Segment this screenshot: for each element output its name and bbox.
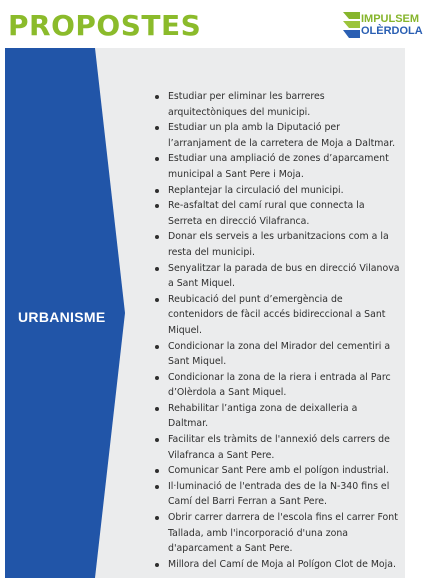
logo-text-olerdola: OLÈRDOLA xyxy=(361,25,423,37)
bullet-icon xyxy=(155,95,159,99)
list-item xyxy=(152,151,400,182)
list-item-text: Senyalitzar la parada de bus en direcció Vilanova a Sant Miquel. xyxy=(168,262,400,290)
list-item-text: Facilitar els tràmits de l'annexió dels carrers de Vilafranca a Sant Pere. xyxy=(168,434,390,461)
list-item-text: Rehabilitar l’antiga zona de deixalleria a Daltmar. xyxy=(168,402,358,430)
bullet-icon xyxy=(155,485,159,489)
logo-flag-icon xyxy=(343,12,360,38)
list-item xyxy=(152,183,400,199)
list-item xyxy=(152,89,400,120)
bullet-icon xyxy=(155,267,159,271)
list-item xyxy=(152,401,400,432)
bullet-icon xyxy=(155,438,159,442)
list-item xyxy=(152,229,400,260)
bullet-icon xyxy=(155,407,159,411)
bullet-icon xyxy=(155,204,159,208)
list-item xyxy=(152,120,400,151)
list-item xyxy=(152,463,400,479)
list-item xyxy=(152,479,400,510)
list-item-text: Il·luminació de l'entrada des de la N-340 fins el Camí del Barri Ferran a Sant Pere. xyxy=(168,480,390,508)
list-item xyxy=(152,510,400,557)
list-item-text: Obrir carrer darrera de l'escola fins el carrer Font Tallada, amb l'incorporació d'una zona d'aparcament a Sant Pere. xyxy=(168,512,398,555)
list-item-text: Comunicar Sant Pere amb el polígon industrial. xyxy=(168,465,389,477)
list-item xyxy=(152,370,400,401)
list-item xyxy=(152,339,400,370)
list-item-text: Estudiar una ampliació de zones d’aparcament municipal a Sant Pere i Moja. xyxy=(168,153,389,180)
bullet-icon xyxy=(155,189,159,193)
bullet-icon xyxy=(155,376,159,380)
list-item-text: Donar els serveis a les urbanitzacions com a la resta del municipi. xyxy=(168,231,389,258)
list-item-text: Re-asfaltat del camí rural que connecta la Serreta en direcció Vilafranca. xyxy=(168,200,365,227)
bullet-icon xyxy=(155,126,159,130)
list-item xyxy=(152,432,400,463)
bullet-icon xyxy=(155,157,159,161)
category-label: URBANISME xyxy=(18,309,106,325)
bullet-icon xyxy=(155,469,159,473)
list-item-text: Millora del Camí de Moja al Polígon Clot de Moja. xyxy=(168,558,396,570)
list-item-text: Condicionar la zona del Mirador del cementiri a Sant Miquel. xyxy=(168,340,391,368)
list-item xyxy=(152,198,400,229)
bullet-icon xyxy=(155,563,159,567)
bullet-icon xyxy=(155,235,159,239)
proposals-list xyxy=(152,89,400,572)
list-item-text: Condicionar la zona de la riera i entrada al Parc d’Olèrdola a Sant Miquel. xyxy=(168,371,391,399)
list-item xyxy=(152,292,400,339)
list-item-text: Estudiar un pla amb la Diputació per l’arranjament de la carretera de Moja a Daltmar. xyxy=(168,122,396,149)
list-item xyxy=(152,557,400,573)
list-item-text: Reubicació del punt d’emergència de contenidors de fàcil accés bidireccional a Sant Miquel. xyxy=(168,293,386,336)
bullet-icon xyxy=(155,516,159,520)
impulsem-olerdola-logo xyxy=(343,10,423,40)
bullet-icon xyxy=(155,298,159,302)
list-item-text: Estudiar per eliminar les barreres arquitectòniques del municipi. xyxy=(168,91,325,118)
logo-text-impulsem: IMPULSEM xyxy=(361,13,420,25)
list-item-text: Replantejar la circulació del municipi. xyxy=(168,184,344,196)
bullet-icon xyxy=(155,345,159,349)
list-item xyxy=(152,261,400,292)
page-title: PROPOSTES xyxy=(8,9,202,42)
